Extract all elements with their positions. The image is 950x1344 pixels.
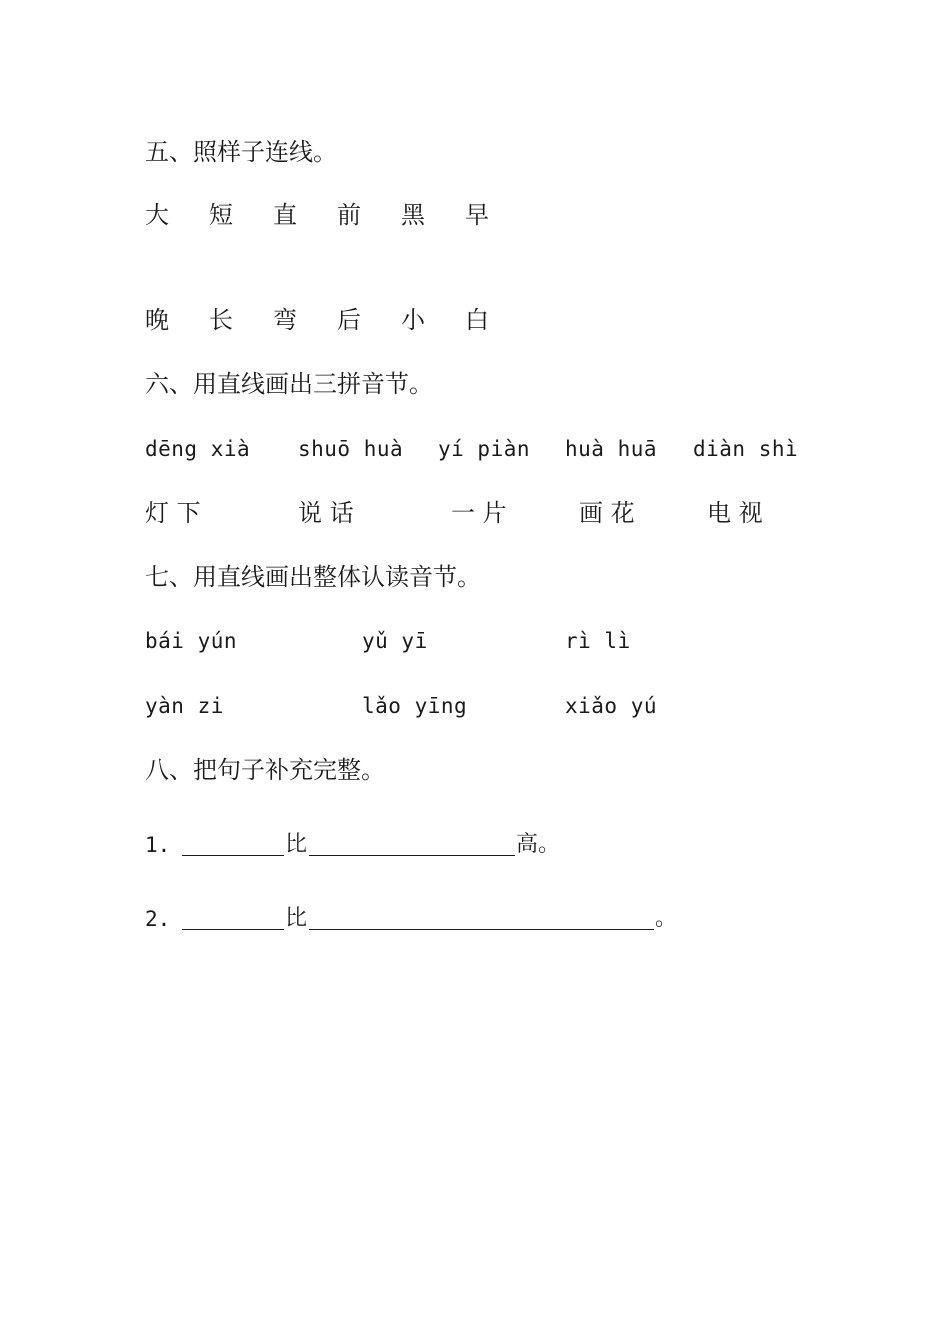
pinyin-item: huà huā (565, 437, 658, 461)
sentence-end: 高。 (516, 832, 561, 857)
sentence-end: 。 (655, 906, 678, 931)
answer-blank[interactable] (309, 905, 654, 930)
pinyin-item: xiǎo yú (565, 694, 658, 718)
answer-blank[interactable] (182, 831, 284, 856)
pinyin-item: yàn zi (145, 694, 224, 718)
word-item: 小 (401, 306, 425, 334)
hanzi-item: 电 视 (707, 499, 763, 527)
section-8-title: 八、把句子补充完整。 (145, 756, 385, 784)
word-item: 大 (145, 201, 169, 229)
word-item: 短 (209, 201, 233, 229)
section-7-title: 七、用直线画出整体认读音节。 (145, 563, 481, 591)
hanzi-item: 说 话 (298, 499, 354, 527)
word-item: 早 (465, 201, 489, 229)
hanzi-item: 灯 下 (145, 499, 201, 527)
word-item: 前 (337, 201, 361, 229)
answer-blank[interactable] (309, 831, 515, 856)
pinyin-item: shuō huà (298, 437, 404, 461)
sentence-word: 比 (285, 832, 308, 857)
section-5-title: 五、照样子连线。 (145, 138, 337, 166)
word-item: 白 (465, 306, 489, 334)
pinyin-item: yǔ yī (362, 629, 428, 653)
hanzi-item: 一 片 (451, 499, 507, 527)
word-item: 后 (337, 306, 361, 334)
pinyin-item: rì lì (565, 629, 631, 653)
word-item: 弯 (273, 306, 297, 334)
sentence-word: 比 (285, 906, 308, 931)
pinyin-item: diàn shì (693, 437, 799, 461)
item-number: 1. (145, 833, 171, 857)
word-item: 长 (209, 306, 233, 334)
pinyin-item: lǎo yīng (362, 694, 468, 718)
item-number: 2. (145, 907, 171, 931)
pinyin-item: yí piàn (438, 437, 531, 461)
pinyin-item: dēng xià (145, 437, 251, 461)
word-item: 黑 (401, 201, 425, 229)
pinyin-item: bái yún (145, 629, 238, 653)
word-item: 直 (273, 201, 297, 229)
answer-blank[interactable] (182, 905, 284, 930)
section-6-title: 六、用直线画出三拼音节。 (145, 370, 433, 398)
hanzi-item: 画 花 (579, 499, 635, 527)
word-item: 晚 (145, 306, 169, 334)
